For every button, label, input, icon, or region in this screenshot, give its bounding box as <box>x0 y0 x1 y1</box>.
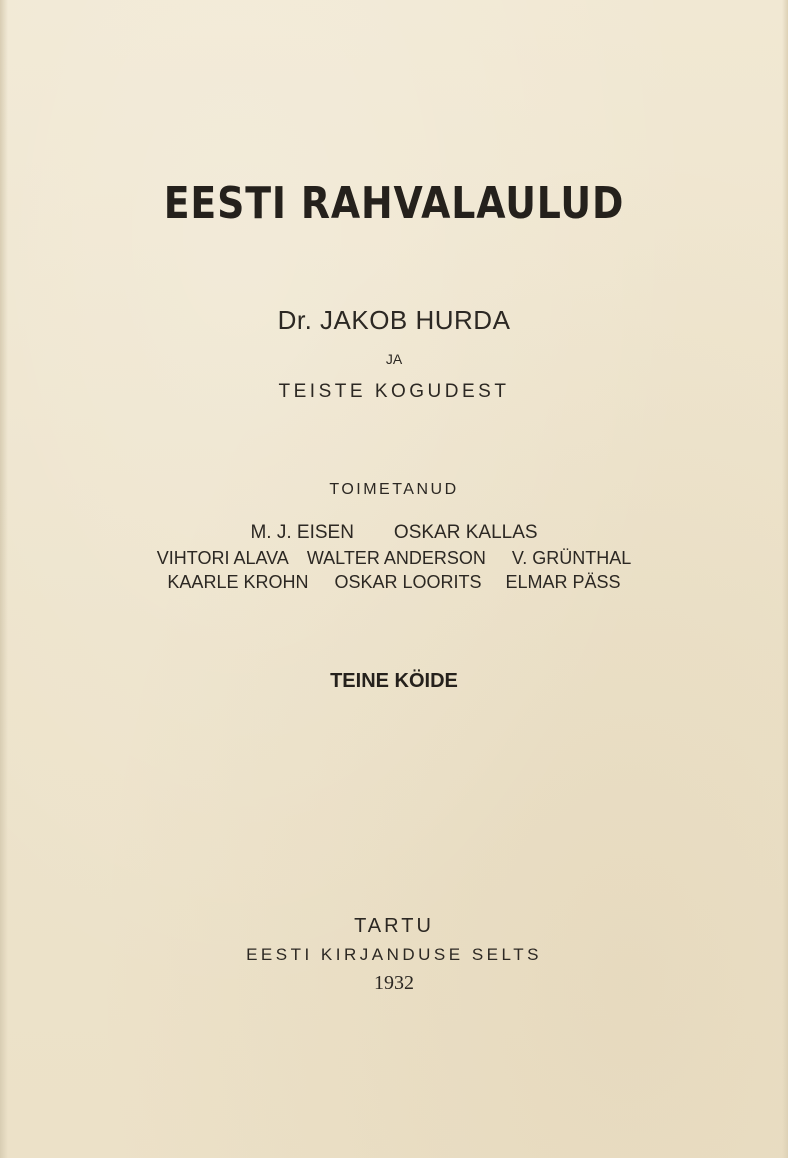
editor-name: V. GRÜNTHAL <box>511 548 632 568</box>
editors-row-3 <box>0 572 788 593</box>
editor-name: M. J. EISEN <box>250 522 354 543</box>
publication-year: 1932 <box>374 972 414 994</box>
collections-line: TEISTE KOGUDEST <box>278 381 510 402</box>
editors-row-2 <box>0 548 788 569</box>
editor-name: WALTER ANDERSON <box>306 548 486 568</box>
publication-place: TARTU <box>354 915 434 937</box>
author-line: Dr. JAKOB HURDA <box>277 305 511 335</box>
editor-name: KAARLE KROHN <box>167 572 309 592</box>
edited-by-label: TOIMETANUD <box>329 481 459 498</box>
book-title: EESTI RAHVALAULUD <box>163 178 625 229</box>
editor-name: OSKAR LOORITS <box>334 572 482 592</box>
editor-name: VIHTORI ALAVA <box>156 548 289 568</box>
editor-name: OSKAR KALLAS <box>393 522 538 543</box>
volume-label: TEINE KÖIDE <box>330 670 458 692</box>
publisher-name: EESTI KIRJANDUSE SELTS <box>246 945 542 964</box>
editor-name: ELMAR PÄSS <box>505 572 621 592</box>
editors-row-1 <box>0 522 788 544</box>
conjunction-text: JA <box>385 351 403 367</box>
